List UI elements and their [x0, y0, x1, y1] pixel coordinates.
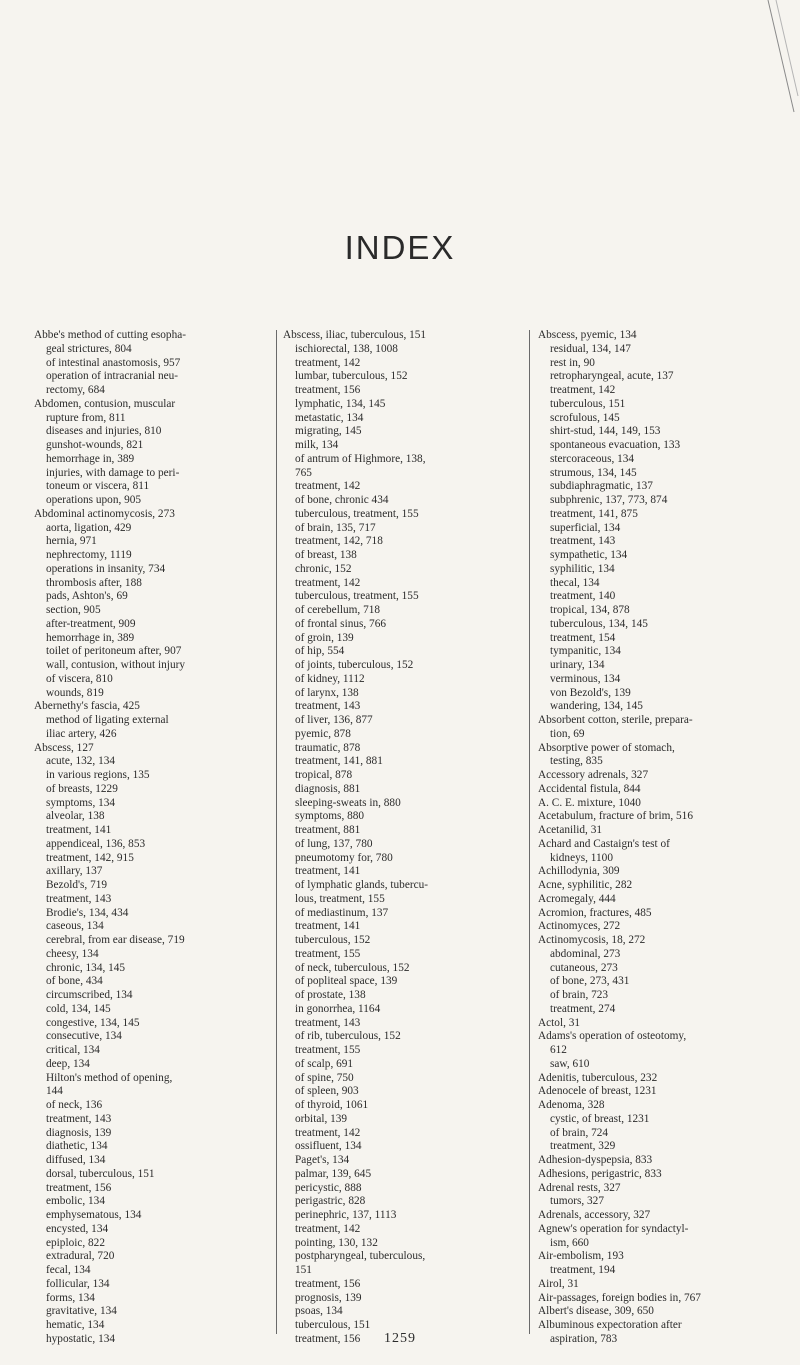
index-subentry: treatment, 274 — [550, 1002, 616, 1015]
index-subentry: cerebral, from ear disease, 719 — [46, 934, 185, 946]
index-subentry: follicular, 134 — [46, 1277, 110, 1290]
index-entry: Adrenals, accessory, 327 — [538, 1209, 651, 1221]
index-subentry: toneum or viscera, 811 — [46, 480, 150, 493]
index-subentry: treatment, 155 — [295, 1044, 361, 1056]
index-subentry: cutaneous, 273 — [550, 961, 618, 974]
index-subentry: of brain, 723 — [550, 989, 609, 1001]
index-entry: Accessory adrenals, 327 — [538, 769, 649, 781]
index-subentry: pericystic, 888 — [295, 1181, 362, 1194]
index-subentry: Paget's, 134 — [295, 1154, 350, 1166]
index-subentry: perinephric, 137, 1113 — [295, 1209, 397, 1221]
index-entry: Adams's operation of osteotomy, — [538, 1030, 687, 1043]
index-entry: Abscess, pyemic, 134 — [538, 329, 637, 341]
index-subentry: ossifluent, 134 — [295, 1140, 362, 1153]
index-subentry: subphrenic, 137, 773, 874 — [550, 494, 668, 506]
index-subentry: treatment, 142 — [295, 356, 361, 369]
index-subentry: syphilitic, 134 — [550, 562, 615, 575]
index-subentry: of intestinal anastomosis, 957 — [46, 356, 181, 369]
index-subentry: treatment, 143 — [295, 700, 361, 713]
index-subentry: diseases and injuries, 810 — [46, 425, 162, 438]
index-subentry: emphysematous, 134 — [46, 1209, 142, 1221]
index-subentry: treatment, 141 — [295, 920, 361, 933]
index-subentry: rectomy, 684 — [46, 384, 105, 396]
index-entry: Adhesion-dyspepsia, 833 — [538, 1154, 653, 1166]
index-subentry: of rib, tuberculous, 152 — [295, 1030, 401, 1043]
index-subentry: of bone, chronic 434 — [295, 494, 389, 506]
index-subentry: of neck, tuberculous, 152 — [295, 961, 410, 974]
index-subentry: lumbar, tuberculous, 152 — [295, 370, 408, 383]
index-subentry: dorsal, tuberculous, 151 — [46, 1167, 155, 1180]
index-entry: Achard and Castaign's test of — [538, 837, 670, 850]
index-subentry: treatment, 141 — [46, 824, 112, 836]
index-subentry: appendiceal, 136, 853 — [46, 837, 146, 850]
index-subentry: treatment, 142 — [295, 1222, 361, 1235]
index-subentry: stercoraceous, 134 — [550, 452, 635, 465]
page-number: 1259 — [384, 1331, 416, 1346]
index-subentry: of brain, 135, 717 — [295, 521, 376, 534]
index-subentry: of thyroid, 1061 — [295, 1099, 369, 1111]
index-subentry: orbital, 139 — [295, 1112, 348, 1125]
index-subentry: toilet of peritoneum after, 907 — [46, 645, 182, 658]
index-subentry: cheesy, 134 — [46, 947, 99, 960]
index-subentry: of lung, 137, 780 — [295, 837, 373, 850]
index-subentry: cystic, of breast, 1231 — [550, 1112, 650, 1125]
index-subentry: of neck, 136 — [46, 1099, 103, 1111]
index-subentry: of mediastinum, 137 — [295, 906, 389, 919]
index-entry: Adhesions, perigastric, 833 — [538, 1167, 662, 1180]
index-subentry: of lymphatic glands, tubercu- — [295, 879, 429, 891]
index-subentry: milk, 134 — [295, 439, 339, 451]
index-subentry: verminous, 134 — [550, 672, 621, 685]
index-subentry: symptoms, 880 — [295, 810, 365, 823]
index-subentry: treatment, 142 — [295, 576, 361, 589]
column-divider — [276, 330, 277, 1334]
index-entry: Air-embolism, 193 — [538, 1250, 624, 1263]
index-entry: Albuminous expectoration after — [538, 1319, 682, 1331]
index-subentry: treatment, 329 — [550, 1140, 616, 1153]
index-subentry: subdiaphragmatic, 137 — [550, 480, 653, 493]
index-subentry: Brodie's, 134, 434 — [46, 906, 129, 919]
index-entry: Acne, syphilitic, 282 — [538, 879, 633, 891]
index-subentry: chronic, 134, 145 — [46, 961, 126, 974]
index-subentry: of frontal sinus, 766 — [295, 617, 386, 630]
index-subentry: axillary, 137 — [46, 865, 103, 878]
index-subentry: treatment, 142 — [295, 1126, 361, 1139]
index-entry: Agnew's operation for syndactyl- — [538, 1222, 689, 1235]
index-subentry: diagnosis, 139 — [46, 1126, 112, 1139]
index-subentry: 765 — [295, 466, 312, 479]
index-subentry: 612 — [550, 1044, 567, 1056]
index-entry: Accidental fistula, 844 — [538, 782, 641, 795]
index-subentry: wandering, 134, 145 — [550, 700, 643, 713]
index-subentry: of joints, tuberculous, 152 — [295, 659, 414, 671]
index-subentry: tuberculous, 151 — [295, 1319, 371, 1331]
index-entry: Adenoma, 328 — [538, 1099, 605, 1111]
index-subentry: congestive, 134, 145 — [46, 1016, 140, 1029]
index-subentry: of groin, 139 — [295, 631, 354, 644]
index-subentry: palmar, 139, 645 — [295, 1167, 372, 1180]
index-subentry: treatment, 141 — [295, 865, 361, 878]
index-subentry: nephrectomy, 1119 — [46, 549, 132, 561]
index-subentry: treatment, 142, 915 — [46, 851, 134, 864]
index-subentry: kidneys, 1100 — [550, 851, 613, 864]
index-subentry: testing, 835 — [550, 755, 603, 768]
index-entry: Absorptive power of stomach, — [538, 741, 675, 754]
index-subentry: critical, 134 — [46, 1044, 100, 1056]
index-subentry: hemorrhage in, 389 — [46, 631, 135, 644]
index-subentry: tuberculous, 152 — [295, 934, 371, 946]
index-entry: Abdominal actinomycosis, 273 — [34, 507, 175, 520]
index-subentry: residual, 134, 147 — [550, 342, 631, 355]
index-subentry: fecal, 134 — [46, 1264, 91, 1276]
index-subentry: treatment, 194 — [550, 1264, 616, 1276]
index-entry: Acromion, fractures, 485 — [538, 906, 652, 919]
index-entry: Adrenal rests, 327 — [538, 1181, 621, 1194]
index-subentry: psoas, 134 — [295, 1305, 343, 1318]
index-subentry: retropharyngeal, acute, 137 — [550, 370, 674, 383]
index-entry: Acetanilid, 31 — [538, 824, 602, 836]
index-entry: Actol, 31 — [538, 1016, 581, 1029]
index-subentry: of brain, 724 — [550, 1126, 609, 1139]
index-subentry: treatment, 142, 718 — [295, 535, 383, 548]
index-subentry: wounds, 819 — [46, 686, 104, 699]
index-subentry: superficial, 134 — [550, 521, 621, 534]
index-column-3 — [538, 329, 784, 1347]
index-subentry: treatment, 143 — [46, 892, 112, 905]
index-subentry: diffused, 134 — [46, 1154, 106, 1166]
page-edge-shadow — [740, 0, 800, 120]
index-subentry: shirt-stud, 144, 149, 153 — [550, 425, 661, 438]
index-subentry: sympathetic, 134 — [550, 549, 628, 561]
index-subentry: ism, 660 — [550, 1236, 589, 1249]
index-subentry: in various regions, 135 — [46, 769, 150, 781]
index-subentry: pads, Ashton's, 69 — [46, 590, 128, 603]
index-subentry: forms, 134 — [46, 1291, 95, 1304]
index-subentry: wall, contusion, without injury — [46, 659, 186, 671]
index-subentry: tuberculous, 151 — [550, 397, 626, 410]
index-entry: Abscess, 127 — [34, 741, 94, 754]
index-subentry: diagnosis, 881 — [295, 782, 361, 795]
index-subentry: treatment, 156 — [295, 1277, 361, 1290]
index-subentry: saw, 610 — [550, 1057, 590, 1070]
index-subentry: tumors, 327 — [550, 1195, 604, 1208]
index-subentry: treatment, 143 — [295, 1016, 361, 1029]
index-subentry: pointing, 130, 132 — [295, 1236, 378, 1249]
index-subentry: tropical, 134, 878 — [550, 604, 630, 616]
index-subentry: lymphatic, 134, 145 — [295, 397, 386, 410]
index-subentry: Hilton's method of opening, — [46, 1071, 173, 1084]
index-subentry: chronic, 152 — [295, 562, 352, 575]
index-entry: Acromegaly, 444 — [538, 892, 616, 905]
index-subentry: ischiorectal, 138, 1008 — [295, 342, 398, 355]
index-subentry: method of ligating external — [46, 714, 169, 726]
index-subentry: embolic, 134 — [46, 1195, 105, 1208]
index-subentry: treatment, 141, 881 — [295, 755, 383, 768]
index-subentry: after-treatment, 909 — [46, 617, 136, 630]
index-subentry: epiploic, 822 — [46, 1236, 105, 1249]
index-subentry: treatment, 156 — [295, 1332, 361, 1345]
page-title: INDEX — [344, 229, 456, 266]
index-subentry: pneumotomy for, 780 — [295, 851, 393, 864]
index-subentry: operations upon, 905 — [46, 494, 142, 506]
index-subentry: of bone, 273, 431 — [550, 975, 630, 988]
index-subentry: gravitative, 134 — [46, 1305, 117, 1318]
index-subentry: migrating, 145 — [295, 425, 362, 438]
index-entry: Adenitis, tuberculous, 232 — [538, 1071, 658, 1084]
index-subentry: tropical, 878 — [295, 769, 353, 781]
index-subentry: aorta, ligation, 429 — [46, 521, 132, 534]
index-subentry: tuberculous, treatment, 155 — [295, 590, 419, 603]
index-subentry: 151 — [295, 1264, 312, 1276]
index-entry: Abbe's method of cutting esopha- — [34, 329, 187, 341]
index-subentry: hernia, 971 — [46, 535, 97, 548]
index-subentry: encysted, 134 — [46, 1222, 109, 1235]
index-subentry: strumous, 134, 145 — [550, 466, 637, 479]
index-entry: Air-passages, foreign bodies in, 767 — [538, 1291, 701, 1304]
index-subentry: spontaneous evacuation, 133 — [550, 439, 681, 451]
index-subentry: Bezold's, 719 — [46, 879, 108, 891]
index-subentry: in gonorrhea, 1164 — [295, 1002, 381, 1015]
index-entry: Acetabulum, fracture of brim, 516 — [538, 810, 693, 823]
index-subentry: of liver, 136, 877 — [295, 714, 373, 726]
index-subentry: extradural, 720 — [46, 1250, 115, 1263]
index-subentry: tympanitic, 134 — [550, 645, 621, 658]
index-entry: Abscess, iliac, tuberculous, 151 — [283, 329, 427, 341]
index-subentry: pyemic, 878 — [295, 727, 351, 740]
index-subentry: tuberculous, 134, 145 — [550, 617, 648, 630]
index-entry: Albert's disease, 309, 650 — [538, 1305, 654, 1318]
index-subentry: aspiration, 783 — [550, 1332, 618, 1345]
index-subentry: of popliteal space, 139 — [295, 975, 398, 988]
index-subentry: deep, 134 — [46, 1057, 90, 1070]
column-divider — [529, 330, 530, 1334]
index-entry: Actinomycosis, 18, 272 — [538, 934, 646, 946]
index-subentry: rupture from, 811 — [46, 411, 126, 424]
index-column-1 — [34, 329, 282, 1347]
index-subentry: traumatic, 878 — [295, 741, 361, 754]
index-subentry: symptoms, 134 — [46, 796, 116, 809]
index-subentry: of breasts, 1229 — [46, 782, 118, 795]
index-subentry: of breast, 138 — [295, 549, 357, 561]
index-subentry: of scalp, 691 — [295, 1057, 354, 1070]
index-subentry: cold, 134, 145 — [46, 1002, 111, 1015]
index-subentry: consecutive, 134 — [46, 1030, 122, 1043]
index-subentry: of bone, 434 — [46, 975, 103, 988]
index-subentry: of cerebellum, 718 — [295, 604, 381, 616]
index-subentry: postpharyngeal, tuberculous, — [295, 1250, 426, 1263]
index-subentry: treatment, 140 — [550, 590, 616, 603]
index-subentry: iliac artery, 426 — [46, 727, 117, 740]
index-entry: Absorbent cotton, sterile, prepara- — [538, 714, 693, 726]
index-subentry: section, 905 — [46, 604, 101, 616]
index-subentry: acute, 132, 134 — [46, 755, 116, 768]
index-subentry: injuries, with damage to peri- — [46, 466, 180, 479]
index-subentry: of larynx, 138 — [295, 686, 359, 699]
index-subentry: treatment, 142 — [550, 384, 616, 396]
index-subentry: tion, 69 — [550, 727, 585, 740]
index-subentry: treatment, 142 — [295, 480, 361, 493]
index-entry: A. C. E. mixture, 1040 — [538, 796, 641, 809]
index-subentry: treatment, 143 — [46, 1112, 112, 1125]
index-subentry: von Bezold's, 139 — [550, 686, 631, 699]
index-subentry: rest in, 90 — [550, 356, 595, 369]
index-subentry: treatment, 156 — [46, 1181, 112, 1194]
index-subentry: of antrum of Highmore, 138, — [295, 452, 426, 465]
index-entry: Airol, 31 — [538, 1277, 579, 1290]
index-subentry: hemorrhage in, 389 — [46, 452, 135, 465]
index-subentry: of prostate, 138 — [295, 989, 366, 1001]
index-subentry: of viscera, 810 — [46, 672, 113, 685]
index-entry: Abdomen, contusion, muscular — [34, 397, 176, 410]
index-subentry: tuberculous, treatment, 155 — [295, 507, 419, 520]
index-subentry: of hip, 554 — [295, 645, 345, 658]
index-subentry: of spine, 750 — [295, 1071, 354, 1084]
index-subentry: abdominal, 273 — [550, 947, 621, 960]
index-subentry: geal strictures, 804 — [46, 342, 132, 355]
index-subentry: diathetic, 134 — [46, 1140, 108, 1153]
index-subentry: of kidney, 1112 — [295, 672, 365, 685]
index-entry: Achillodynia, 309 — [538, 865, 620, 878]
index-subentry: hematic, 134 — [46, 1319, 105, 1331]
index-subentry: treatment, 143 — [550, 535, 616, 548]
index-subentry: thecal, 134 — [550, 576, 600, 589]
index-entry: Adenocele of breast, 1231 — [538, 1085, 657, 1098]
index-subentry: 144 — [46, 1085, 63, 1098]
index-subentry: treatment, 155 — [295, 947, 361, 960]
index-column-2 — [283, 329, 527, 1347]
index-subentry: caseous, 134 — [46, 920, 104, 933]
index-subentry: thrombosis after, 188 — [46, 576, 142, 589]
index-subentry: metastatic, 134 — [295, 411, 364, 424]
index-subentry: alveolar, 138 — [46, 810, 105, 823]
index-subentry: hypostatic, 134 — [46, 1332, 116, 1345]
index-subentry: of spleen, 903 — [295, 1085, 359, 1098]
index-subentry: circumscribed, 134 — [46, 989, 133, 1001]
index-subentry: treatment, 156 — [295, 384, 361, 396]
index-subentry: treatment, 141, 875 — [550, 507, 638, 520]
index-subentry: operation of intracranial neu- — [46, 370, 179, 383]
index-subentry: perigastric, 828 — [295, 1195, 366, 1208]
index-subentry: scrofulous, 145 — [550, 411, 620, 424]
index-subentry: treatment, 154 — [550, 631, 616, 644]
index-subentry: gunshot-wounds, 821 — [46, 439, 144, 451]
index-entry: Abernethy's fascia, 425 — [34, 700, 140, 713]
index-subentry: treatment, 881 — [295, 824, 361, 836]
index-entry: Actinomyces, 272 — [538, 920, 621, 933]
index-subentry: lous, treatment, 155 — [295, 892, 385, 905]
index-subentry: prognosis, 139 — [295, 1291, 362, 1304]
index-subentry: operations in insanity, 734 — [46, 562, 166, 575]
index-subentry: urinary, 134 — [550, 659, 605, 671]
index-subentry: sleeping-sweats in, 880 — [295, 796, 401, 809]
